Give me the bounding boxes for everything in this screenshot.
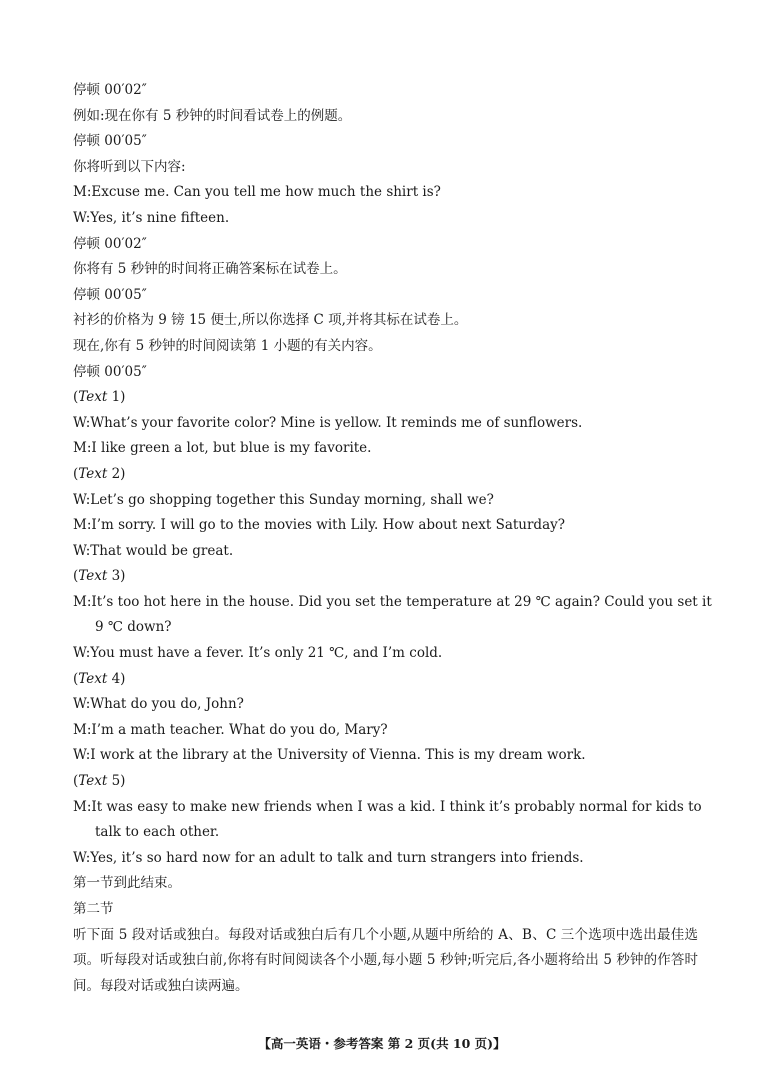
dialogue-line: W:Let’s go shopping together this Sunday morning, shall we? — [73, 491, 494, 508]
dialogue-line: W:That would be great. — [73, 542, 234, 559]
text-section-label: (Text 1) — [73, 389, 126, 406]
text-section-label: (Text 2) — [73, 465, 126, 482]
section-end-note: 第一节到此结束。 — [73, 875, 181, 892]
text-line: 停顿 00′02″ — [73, 82, 147, 98]
page-footer: 【高一英语・参考答案 第 2 页(共 10 页)】 — [258, 1036, 506, 1051]
text-line: 衬衫的价格为 9 镑 15 便士,所以你选择 C 项,并将其标在试卷上。 — [73, 312, 468, 329]
text-line: 停顿 00′02″ — [73, 235, 147, 252]
text-line: 你将有 5 秒钟的时间将正确答案标在试卷上。 — [73, 261, 347, 278]
dialogue-line: M:I’m a math teacher. What do you do, Mary? — [73, 721, 388, 738]
dialogue-line: W:Yes, it’s so hard now for an adult to talk and turn strangers into friends. — [73, 849, 584, 866]
dialogue-line: M:I’m sorry. I will go to the movies with Lily. How about next Saturday? — [73, 517, 565, 534]
text-line: 停顿 00′05″ — [73, 286, 147, 303]
text-line: 停顿 00′05″ — [73, 133, 147, 150]
text-section-label: (Text 5) — [73, 773, 126, 790]
dialogue-line: M:It’s too hot here in the house. Did you set the temperature at 29 ℃ again? Could you set it — [73, 593, 712, 610]
section-heading: 第二节 — [73, 901, 114, 917]
dialogue-line: W:You must have a fever. It’s only 21 ℃, and I’m cold. — [73, 645, 443, 662]
answer-key-content — [73, 78, 712, 999]
text-line: 停顿 00′05″ — [73, 363, 147, 380]
dialogue-line: M:Excuse me. Can you tell me how much the shirt is? — [73, 184, 441, 201]
dialogue-line: W:I work at the library at the University of Vienna. This is my dream work. — [73, 747, 586, 764]
dialogue-continuation: talk to each other. — [95, 824, 220, 841]
text-line: 例如:现在你有 5 秒钟的时间看试卷上的例题。 — [73, 107, 352, 124]
text-section-label: (Text 4) — [73, 670, 126, 687]
text-line: 你将听到以下内容: — [73, 158, 186, 175]
instructions-paragraph: 听下面 5 段对话或独白。每段对话或独白后有几个小题,从题中所给的 A、B、C 三个选项中选出最佳选项。听每段对话或独白前,你将有时间阅读各个小题,每小题 5 秒钟;听完后,各小题将给出 5 秒钟的作答时间。每段对话或独白读两遍。 — [73, 926, 698, 994]
dialogue-line: W:What do you do, John? — [73, 696, 244, 713]
text-section-label: (Text 3) — [73, 568, 126, 585]
dialogue-line: M:I like green a lot, but blue is my favorite. — [73, 440, 372, 457]
dialogue-line: W:Yes, it’s nine fifteen. — [73, 209, 230, 226]
dialogue-continuation: 9 ℃ down? — [95, 619, 172, 636]
dialogue-line: M:It was easy to make new friends when I was a kid. I think it’s probably normal for kids to — [73, 798, 702, 815]
dialogue-line: W:What’s your favorite color? Mine is yellow. It reminds me of sunflowers. — [73, 414, 583, 431]
text-line: 现在,你有 5 秒钟的时间阅读第 1 小题的有关内容。 — [73, 337, 382, 354]
